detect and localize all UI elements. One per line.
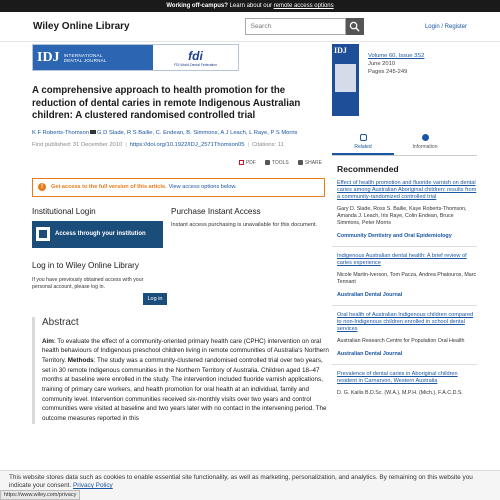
recommended-journal[interactable]: Australian Dental Journal [337,292,403,298]
idj-logo [33,45,153,70]
abstract-section [32,316,329,424]
issue-volume-link[interactable]: Volume 60, Issue 3S2 [368,53,425,59]
purchase-access [171,207,325,248]
idj-mark: IDJ [37,49,60,65]
article-meta: First published: 31 December 2010 | https://doi.org/10.1922/IDJ_2571Thomson05 | Citations: 11 [32,141,284,148]
idj-title-line-1: INTERNATIONAL [63,52,103,58]
search-bar [245,18,364,35]
abstract-text [42,337,330,424]
fdi-logo [153,45,238,70]
institution-access-label: Access through your institution [55,231,146,237]
remote-access-bold: Working off-campus? [166,3,228,9]
journal-cover[interactable] [332,44,359,116]
login-button[interactable]: Log in [143,293,167,305]
tab-information-label: Information [412,144,438,150]
status-bar-url: https://www.wiley.com/privacy [0,490,80,500]
journal-banner[interactable] [32,44,239,71]
information-icon [422,134,429,141]
recommended-authors: Gary D. Slade, Ross S. Bailie, Kaye Roberts-Thomson, Amanda J. Leach, Iris Raye, Colin Endean, Bruce Simmons, Peter Morris [337,206,467,226]
institutional-login-title: Institutional Login [32,206,96,216]
institution-access-button[interactable] [32,221,163,248]
login-register-link[interactable]: Login / Register [424,23,467,30]
doi-link[interactable]: https://doi.org/10.1922/IDJ_2571Thomson05 [129,141,245,148]
fdi-mark: fdi [188,48,203,63]
institutional-login [32,207,171,248]
article-main [32,44,329,424]
share-icon [298,160,303,165]
share-button[interactable] [298,160,322,166]
access-notice [32,178,325,197]
article-tools [32,160,325,166]
author-links[interactable]: G D Slade, R S Bailie, C. Endean, B. Simmons, A J Leach, L Raye, P S Morris [97,129,298,136]
methods-text: : The study was a community-clustered randomised controlled trial over two years, set in 30 remote Indigenous communities in the Northern Territory of Australia. Children aged 18–47 months at baseline were enrolled in the study. The intervention included fluoride varnish applications, training of primary care workers, and health promotion for oral health at an individual, family and community level. Intervention communities received six-monthly visits over two years and control communities were visited at baseline and two years later with no contact in the intervening period. The outcome measures reported in this [42,356,327,423]
cover-label: IDJ [334,46,347,55]
first-published-label: First published: [32,141,73,148]
search-input[interactable]: Search [245,18,346,35]
recommended-item [332,306,477,365]
recommended-title-link[interactable]: Indigenous Australian dental health: A brief review of caries experience [337,253,467,266]
tab-related[interactable] [332,130,394,155]
recommended-title-link[interactable]: Effect of health promotion and fluoride varnish on dental caries among Australian Aboriginal children: results from a community-randomized controlled trial [337,180,477,200]
mail-icon[interactable] [90,130,96,134]
recommended-authors: Australian Research Centre for Population Oral Health [337,338,465,344]
pdf-label: PDF [245,159,256,166]
issue-date: June 2010 [368,61,396,67]
related-icon [360,134,367,141]
share-label: SHARE [304,159,322,166]
idj-title-line-2: DENTAL JOURNAL [63,57,107,63]
sidebar-tabs [332,130,477,156]
fdi-subtitle: FDI World Dental Federation [173,62,218,67]
privacy-policy-link[interactable]: Privacy Policy [72,482,113,489]
remote-access-banner [0,0,500,12]
cookie-text: This website stores data such as cookies to enable essential site functionality, as well as marketing, personalization, and analytics. By remaining on this website you indicate your consent. [9,474,473,489]
recommended-item [332,247,477,306]
citations-count[interactable]: Citations: 11 [252,141,284,148]
article-title: A comprehensive approach to health promotion for the reduction of dental caries in remote Indigenous Australian children: A clustered randomised controlled trial [32,85,301,121]
pdf-button[interactable] [239,160,256,166]
sidebar [332,44,477,397]
search-button[interactable] [346,18,364,35]
idj-title [64,53,107,63]
site-header [0,12,500,42]
remote-access-text: Learn about our [227,3,274,9]
search-icon [349,21,360,32]
aim-label: Aim [42,337,54,345]
recommended-title-link[interactable]: Oral health of Australian Indigenous children compared to non-Indigenous children enrolled in school dental services [337,312,474,332]
abstract-heading: Abstract [42,316,79,328]
institution-icon [36,227,50,241]
recommended-title-link[interactable]: Prevalence of dental caries in Aboriginal children resident in Carnarvon, Western Australia [337,371,458,384]
recommended-item [332,174,477,247]
first-published-date: 31 December 2010 [72,141,123,148]
issue-details [368,52,424,116]
login-options [32,207,325,248]
tab-related-label: Related [354,144,372,150]
wrench-icon [265,160,270,165]
methods-label: Methods [67,356,94,364]
recommended-journal[interactable]: Australian Dental Journal [337,351,403,357]
cover-image [335,64,356,92]
tools-button[interactable] [265,160,289,166]
tools-label: TOOLS [271,159,289,166]
recommended-journal[interactable]: Community Dentistry and Oral Epidemiology [337,233,452,239]
issue-info [332,44,477,116]
pdf-icon [239,160,244,165]
view-access-options-link[interactable]: View access options below. [168,184,237,190]
wol-login [32,261,325,305]
recommended-authors: Nicole Martin-Iverson, Tom Pacza, Andrea Phatouros, Marc Tennant [337,272,477,285]
recommended-authors: D. G. Kailis B.D.Sc. (W.A.), M.P.H. (Mich.), F.A.C.D.S. [337,390,463,396]
info-icon: ! [38,183,46,191]
issue-pages: Pages 245-249 [368,69,408,75]
aim-text: : To evaluate the effect of a community-oriented primary health care (CPHC) intervention on oral health behaviours of Indigenous preschool children living in remote communities of Australia's Northern Territory. [42,337,329,364]
recommended-heading: Recommended [337,164,399,174]
wol-login-text: If you have previously obtained access with your personal account, please log in. [32,276,144,290]
article-authors [32,129,325,137]
remote-access-link[interactable]: remote access options [273,3,334,9]
site-logo[interactable]: Wiley Online Library [33,21,130,32]
wol-login-title: Log in to Wiley Online Library [32,260,139,270]
purchase-text: Instant access purchasing is unavailable for this document. [171,221,318,228]
access-notice-bold: Get access to the full version of this article. [51,184,167,190]
author-link[interactable]: K F Roberts-Thomson [32,129,90,136]
recommended-item [332,365,477,397]
purchase-title: Purchase Instant Access [171,206,261,216]
tab-information[interactable] [394,130,456,155]
